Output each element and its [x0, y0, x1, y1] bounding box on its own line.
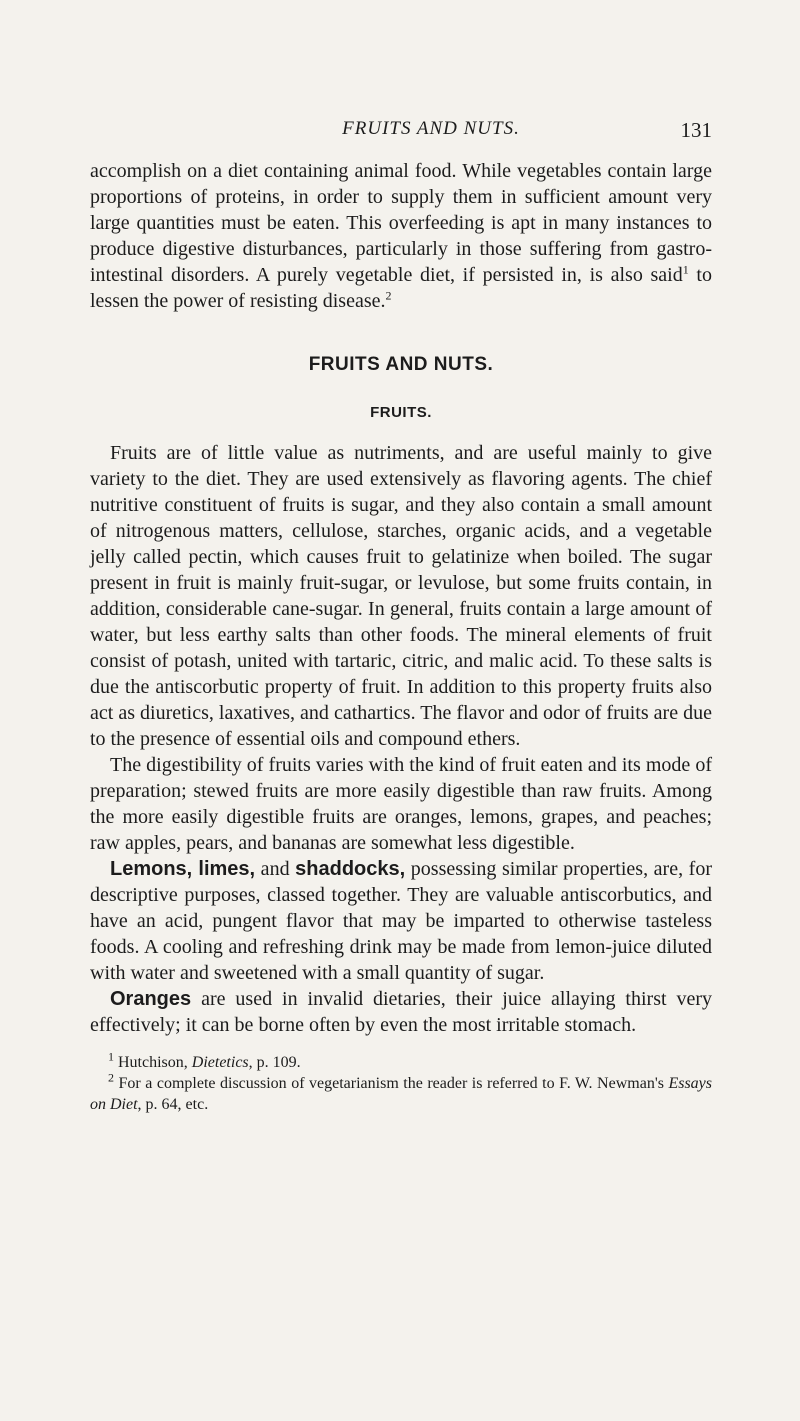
paragraph-fruits: Fruits are of little value as nutriments, and are useful mainly to give variety to the diet. They are used extensively as flavoring agents. The chief nutritive constituent of fruits is sugar, and they also contain a small amount of nitrogenous matters, cellulose, starches, organic acids, and a vegetable jelly called pectin, which causes fruit to gelatinize when boiled. The sugar present in fruit is mainly fruit-sugar, or levulose, but some fruits contain, in addition, considerable cane-sugar. In general, fruits contain a large amount of water, but less earthy salts than other foods. The mineral elements of fruit consist of potash, united with tartaric, citric, and malic acid. To these salts is due the antiscorbutic property of fruit. In addition to this property fruits also act as diuretics, laxatives, and cathartics. The flavor and odor of fruits are due to the presence of essential oils and compound ethers. — [90, 442, 712, 750]
footnote-1 — [90, 1049, 712, 1073]
footnote-text: , p. 64, etc. — [137, 1096, 209, 1113]
footnote-mark: 2 — [108, 1070, 114, 1085]
footnote-title: Essays on Diet — [90, 1075, 712, 1113]
footnote-ref-1: 1 — [682, 262, 689, 277]
footnote-2 — [90, 1070, 712, 1115]
footnote-text: Hutchison, — [114, 1054, 192, 1071]
term-oranges: Oranges — [110, 988, 192, 1010]
term-shaddocks: shaddocks, — [295, 858, 406, 880]
paragraph-lemons — [90, 856, 712, 986]
footnote-ref-2: 2 — [385, 288, 392, 303]
page-number: 131 — [680, 118, 712, 142]
footnote-text: , p. 109. — [248, 1054, 301, 1071]
paragraph-oranges — [90, 986, 712, 1038]
footnote-mark: 1 — [108, 1049, 114, 1064]
section-heading: FRUITS AND NUTS. — [308, 354, 494, 375]
paragraph-text: and — [255, 858, 296, 880]
footnotes — [90, 1049, 712, 1115]
paragraph-digestibility: The digestibility of fruits varies with the kind of fruit eaten and its mode of preparation; stewed fruits are more easily digestible than raw fruits. Among the more easily digestible fruits are oranges, lemons, grapes, and peaches; raw apples, pears, and bananas are somewhat less digestible. — [90, 754, 712, 854]
paragraph-text: accomplish on a diet containing animal food. While vegetables contain large proportions of proteins, in order to supply them in sufficient amount very large quantities must be eaten. This overfeeding is apt in many instances to produce digestive disturbances, particularly in those suffering from gastro-intestinal disorders. A purely vegetable diet, if persisted in, is also said — [90, 160, 712, 286]
running-title: FRUITS AND NUTS. — [342, 118, 520, 139]
footnote-title: Dietetics — [191, 1054, 249, 1071]
term-lemons-limes: Lemons, limes, — [110, 858, 256, 880]
paragraph-continuation — [90, 158, 712, 314]
page-body — [90, 158, 712, 1115]
footnote-text: For a complete discussion of vegetarianism the reader is referred to F. W. Newman's — [114, 1075, 669, 1092]
paragraph-text: are used in invalid dietaries, their juice allaying thirst very effectively; it can be borne often by even the most irritable stomach. — [90, 988, 712, 1036]
running-head — [90, 118, 712, 148]
subsection-heading: FRUITS. — [370, 404, 432, 421]
paragraph-text: to lessen the power of resisting disease. — [90, 264, 712, 312]
paragraph-text: possessing similar properties, are, for descriptive purposes, classed together. They are valuable antiscorbutics, and have an acid, pungent flavor that may be imparted to otherwise tasteless foods. A cooling and refreshing drink may be made from lemon-juice diluted with water and sweetened with a small quantity of sugar. — [90, 858, 712, 984]
